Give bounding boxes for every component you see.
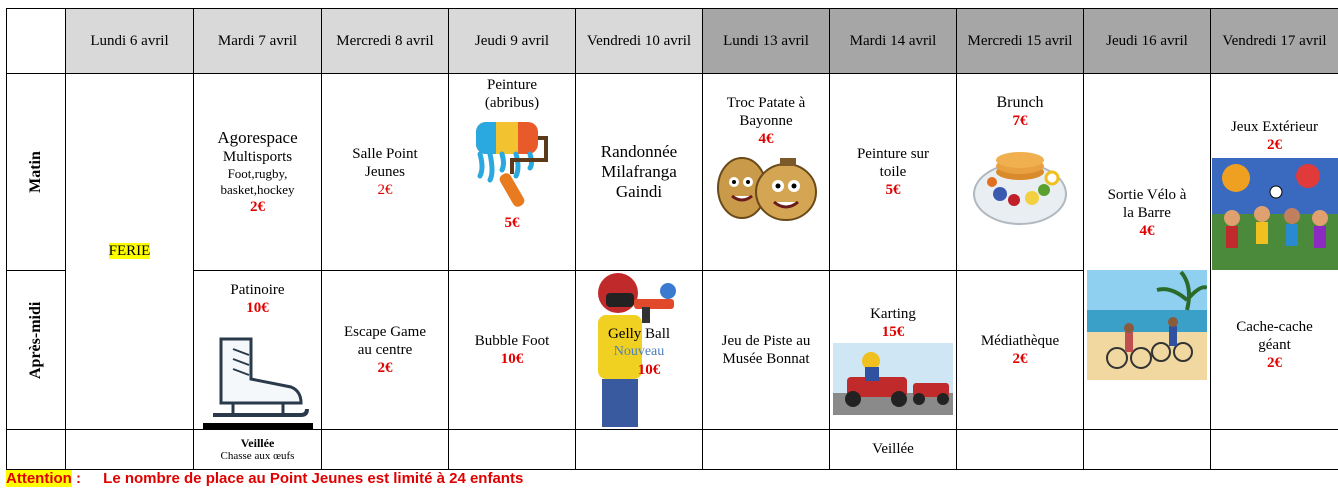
activity-price: 4€ [1139, 223, 1155, 239]
activity-title: Sortie Vélo à [1107, 187, 1187, 203]
notice-label: Attention [6, 470, 72, 487]
activity-price: 2€ [1267, 137, 1282, 153]
activity-subtitle: Multisports [222, 148, 293, 165]
cell-monday6-holiday [66, 74, 194, 430]
table-corner [7, 9, 66, 74]
day-header: Lundi 6 avril [66, 9, 194, 74]
activity-title: Randonnée [600, 141, 678, 161]
cell-wed15-evening [957, 429, 1084, 469]
activity-price: 5€ [504, 215, 520, 231]
activity-title-line3: Gaindi [615, 181, 663, 201]
cell-tue14-morning [830, 74, 957, 271]
activity-detail: basket,hockey [220, 181, 295, 197]
day-header: Mardi 7 avril [194, 9, 322, 74]
activity-title: Médiathèque [980, 332, 1060, 349]
cell-tue7-evening [194, 429, 322, 469]
activity-title-line2: Milafranga [601, 161, 677, 181]
activity-price: 2€ [377, 359, 393, 376]
activity-title-line2: Jeunes [365, 163, 405, 180]
cell-mon13-evening [703, 429, 830, 469]
activity-title: Salle Point [352, 145, 418, 162]
activity-title: Veillée [872, 441, 914, 457]
karting-icon [833, 343, 953, 415]
activity-title-line2: toile [879, 163, 907, 180]
activity-title-line2: Bayonne [739, 113, 793, 129]
activity-price: 10€ [637, 361, 661, 378]
activity-title: Veillée [240, 435, 275, 450]
cell-wed15-morning [957, 74, 1084, 271]
cell-tue14-evening [830, 429, 957, 469]
cell-thu9-afternoon [449, 270, 576, 429]
activity-price: 4€ [758, 131, 774, 147]
activity-price: 2€ [1012, 350, 1028, 367]
activity-price: 10€ [246, 299, 269, 316]
cell-tue14-afternoon [830, 270, 957, 429]
activity-title-line2: géant [1258, 337, 1291, 353]
notice-separator: : [71, 470, 81, 487]
cell-wed8-evening [322, 429, 449, 469]
day-header: Mercredi 15 avril [957, 9, 1084, 74]
new-badge: Nouveau [613, 343, 665, 359]
activity-detail: Chasse aux œufs [220, 449, 295, 462]
activity-title: Karting [870, 305, 916, 322]
activity-title: Troc Patate à [726, 95, 806, 111]
activity-title: Peinture [487, 77, 537, 93]
cell-mon13-afternoon [703, 270, 830, 429]
cell-wed8-morning [322, 74, 449, 271]
activity-price: 5€ [885, 181, 901, 198]
holiday-label: FERIE [108, 243, 151, 260]
ice-skates-icon [203, 319, 313, 429]
activity-planning-table [6, 8, 1338, 470]
brunch-plate-icon [970, 132, 1070, 232]
paint-roller-icon [472, 114, 552, 214]
cell-wed15-afternoon [957, 270, 1084, 429]
day-header: Mercredi 8 avril [322, 9, 449, 74]
activity-price: 7€ [1012, 113, 1028, 129]
beach-bikes-icon [1087, 270, 1207, 380]
cell-fri17-afternoon [1211, 270, 1338, 429]
cell-thu9-morning [449, 74, 576, 271]
row-label-afternoon: Après-midi [7, 270, 66, 429]
activity-price: 15€ [881, 323, 905, 340]
row-label-morning: Matin [7, 74, 66, 271]
cell-mon6-evening [66, 429, 194, 469]
activity-price: 2€ [250, 198, 265, 215]
activity-title-line2: (abribus) [484, 95, 540, 111]
cell-wed8-afternoon [322, 270, 449, 429]
activity-title: Cache-cache [1236, 319, 1313, 335]
cell-thu16-evening [1084, 429, 1211, 469]
outdoor-games-icon [1212, 158, 1338, 270]
notice [6, 470, 523, 487]
potatoes-icon [710, 150, 822, 230]
activity-title: Patinoire [230, 281, 285, 298]
activity-detail: Foot,rugby, [227, 165, 288, 181]
activity-title-line2: au centre [357, 341, 413, 358]
activity-title: Escape Game [343, 323, 427, 340]
activity-title: Peinture sur [856, 145, 930, 162]
activity-title: Gelly Ball [607, 325, 671, 342]
cell-fri10-morning [576, 74, 703, 271]
cell-mon13-morning [703, 74, 830, 271]
activity-title: Agorespace [217, 127, 298, 147]
activity-price: 10€ [500, 350, 524, 367]
cell-tue7-morning [194, 74, 322, 271]
activity-title-line2: Musée Bonnat [722, 350, 810, 367]
day-header: Vendredi 10 avril [576, 9, 703, 74]
activity-title: Jeu de Piste au [721, 332, 811, 349]
activity-title: Jeux Extérieur [1230, 119, 1319, 135]
day-header: Mardi 14 avril [830, 9, 957, 74]
day-header: Jeudi 9 avril [449, 9, 576, 74]
day-header: Vendredi 17 avril [1211, 9, 1338, 74]
activity-title: Brunch [996, 94, 1044, 111]
activity-price: 2€ [377, 181, 393, 198]
cell-fri10-evening [576, 429, 703, 469]
day-header: Jeudi 16 avril [1084, 9, 1211, 74]
activity-title: Bubble Foot [474, 332, 550, 349]
cell-fri10-afternoon [576, 270, 703, 429]
cell-tue7-afternoon [194, 270, 322, 429]
cell-fri17-evening [1211, 429, 1338, 469]
row-label-evening [7, 429, 66, 469]
activity-title-line2: la Barre [1123, 205, 1171, 221]
notice-text: Le nombre de place au Point Jeunes est limité à 24 enfants [103, 470, 524, 487]
cell-fri17-morning [1211, 74, 1338, 271]
cell-thu16-bike [1084, 74, 1211, 430]
activity-price: 2€ [1267, 355, 1282, 371]
cell-thu9-evening [449, 429, 576, 469]
day-header: Lundi 13 avril [703, 9, 830, 74]
